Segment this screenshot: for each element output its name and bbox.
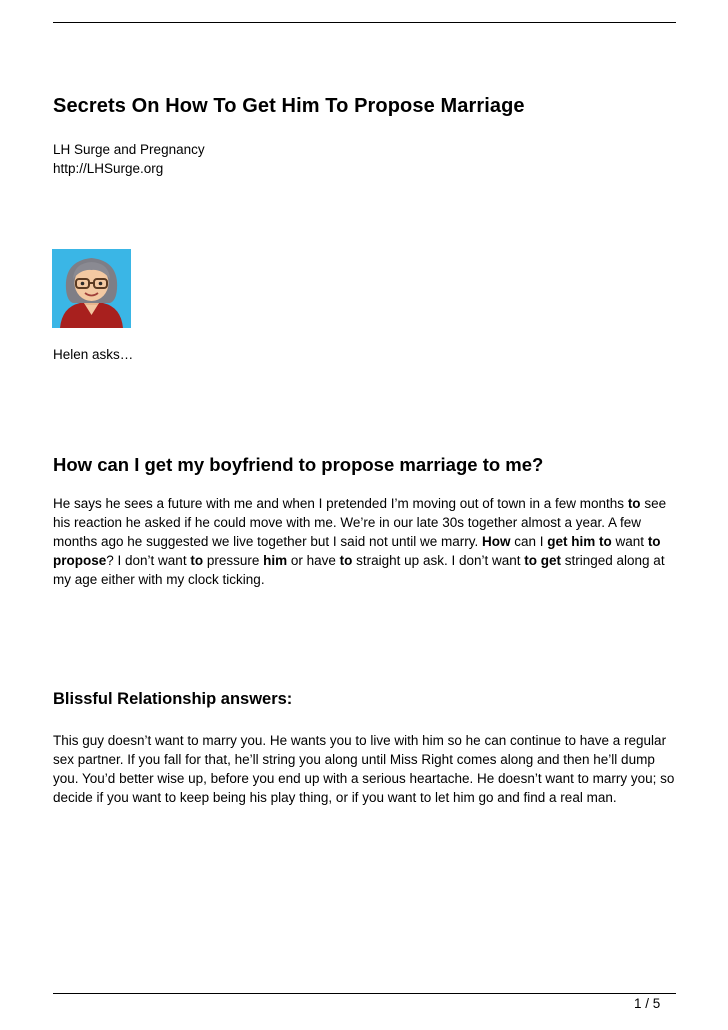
body-text: He says he sees a future with me and when I pretended I’m moving out of town in a few months <box>53 496 628 511</box>
body-text: or have <box>287 553 340 568</box>
answer-heading: Blissful Relationship answers: <box>53 690 293 708</box>
page-title: Secrets On How To Get Him To Propose Marriage <box>53 95 525 117</box>
emphasis-text: him <box>263 553 288 568</box>
emphasis-text: How <box>482 534 511 549</box>
bottom-rule <box>53 993 676 994</box>
body-text: pressure <box>203 553 264 568</box>
emphasis-text: get him to <box>547 534 612 549</box>
body-text: straight up ask. I don’t want <box>352 553 525 568</box>
question-heading: How can I get my boyfriend to propose marriage to me? <box>53 454 544 475</box>
body-text: want <box>611 534 648 549</box>
page-indicator: 1 / 5 <box>634 996 661 1011</box>
site-name: LH Surge and Pregnancy <box>53 142 205 157</box>
emphasis-text: to get <box>524 553 561 568</box>
site-info <box>53 140 205 178</box>
answer-body: This guy doesn’t want to marry you. He wants you to live with him so he can continue to have a regular sex partner. If you fall for that, he’ll string you along until Miss Right comes along and then he’ll dump you. You’d better wise up, before you end up with a serious heartache. He doesn’t want to marry you; so decide if you want to keep being his play thing, or if you want to let him go and find a real man. <box>53 733 675 805</box>
emphasis-text: to <box>627 496 641 511</box>
emphasis-text: to propose <box>53 534 661 568</box>
emphasis-text: to <box>190 553 204 568</box>
question-body <box>53 494 683 589</box>
asker-label: Helen asks… <box>53 347 134 362</box>
body-text: ? I don’t want <box>106 553 191 568</box>
body-text: see his reaction he asked if he could move with me. We’re in our late 30s together almost a year. A few months ago he suggested we live together but I said not until we marry. <box>53 496 667 549</box>
top-rule <box>53 22 676 23</box>
body-text: stringed along at my age either with my clock ticking. <box>53 553 665 587</box>
body-text: can I <box>510 534 548 549</box>
emphasis-text: to <box>339 553 353 568</box>
site-url[interactable]: http://LHSurge.org <box>53 161 164 176</box>
asker-avatar <box>52 249 131 328</box>
